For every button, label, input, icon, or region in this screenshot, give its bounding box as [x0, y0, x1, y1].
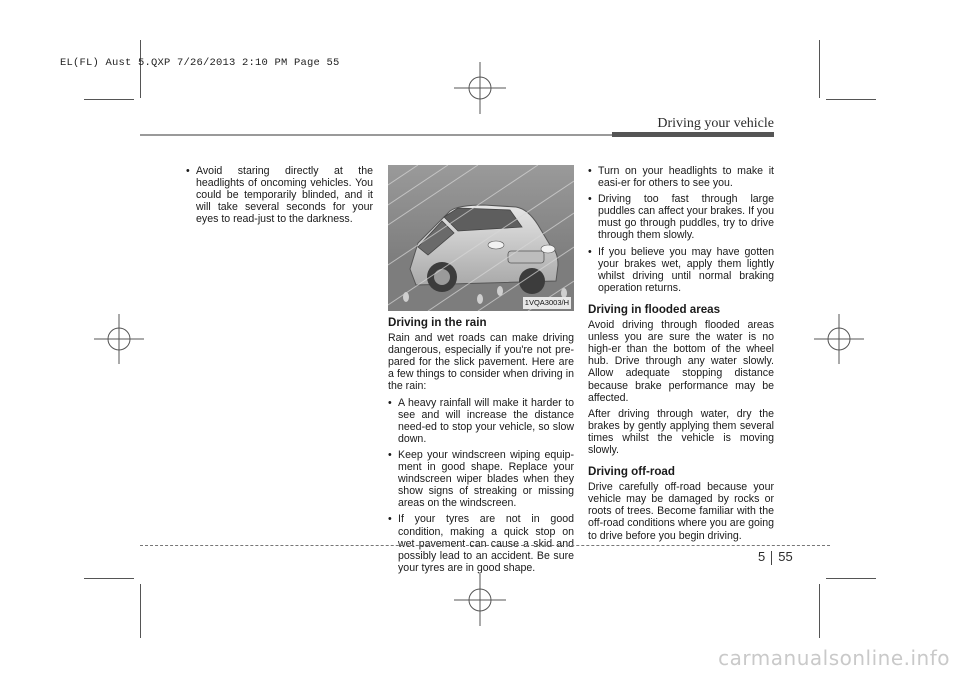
list-item: • Turn on your headlights to make it easi-er for others to see you.	[588, 165, 774, 189]
heading-driving-in-flooded-areas: Driving in flooded areas	[588, 302, 721, 316]
registration-mark-left	[94, 314, 144, 364]
page-number-separator	[771, 551, 772, 565]
paragraph: Rain and wet roads can make driving dangerous, especially if you're not pre-pared for the slick pavement. Here are a few things to consider when driving in the rain:	[388, 332, 574, 393]
column-left	[186, 165, 373, 229]
registration-mark-right	[814, 314, 864, 364]
header-rule-accent	[612, 132, 774, 137]
image-caption: 1VQA3003/H	[523, 297, 571, 309]
bullet-list	[588, 165, 774, 294]
heading-driving-in-rain: Driving in the rain	[388, 316, 487, 329]
crop-mark-bottom-right-v	[819, 584, 820, 638]
heading-driving-off-road: Driving off-road	[588, 465, 675, 479]
car-in-rain-image	[388, 165, 574, 311]
crop-mark-bottom-right-h	[826, 578, 876, 579]
list-item: • If you believe you may have gotten your brakes wet, apply them lightly whilst driving until normal braking operation returns.	[588, 246, 774, 294]
list-item: • A heavy rainfall will make it harder to see and will increase the distance need-ed to stop your vehicle, so slow down.	[388, 397, 574, 445]
footer-rule	[140, 545, 830, 546]
bullet-list	[186, 165, 373, 225]
paragraph: Drive carefully off-road because your vehicle may be damaged by rocks or roots of trees. Become familiar with the off-road conditions where you are going to drive before you begin driving.	[588, 481, 774, 542]
car-rain-illustration	[388, 165, 574, 311]
column-right	[588, 165, 774, 546]
crop-mark-top-right-v	[819, 40, 820, 98]
paragraph: Avoid driving through flooded areas unless you are sure the water is no high-er than the bottom of the wheel hub. Drive through any water slowly. Allow adequate stopping distance because brake performance may be affected.	[588, 319, 774, 404]
list-item: • Keep your windscreen wiping equip-ment in good shape. Replace your windscreen wiper blades when they show signs of streaking or missing areas on the windscreen.	[388, 449, 574, 509]
watermark: carmanualsonline.info	[718, 646, 950, 670]
registration-mark-bottom	[454, 574, 506, 626]
registration-mark-top	[454, 62, 506, 114]
page-number	[758, 549, 793, 565]
print-slug: EL(FL) Aust 5.QXP 7/26/2013 2:10 PM Page 55	[60, 57, 340, 69]
crop-mark-top-left-v	[140, 40, 141, 98]
crop-mark-bottom-left-h	[84, 578, 134, 579]
list-item: • Driving too fast through large puddles can affect your brakes. If you must go through puddles, try to drive through them slowly.	[588, 193, 774, 241]
list-item: • If your tyres are not in good condition, making a quick stop on wet pavement can cause a skid and possibly lead to an accident. Be sure your tyres are in good shape.	[388, 513, 574, 573]
crop-mark-bottom-left-v	[140, 584, 141, 638]
chapter-number: 5	[758, 549, 766, 564]
page-number-value: 55	[778, 549, 793, 564]
crop-mark-top-right-h	[826, 99, 876, 100]
list-item: • Avoid staring directly at the headlights of oncoming vehicles. You could be temporarily blinded, and it will take several seconds for your eyes to read-just to the darkness.	[186, 165, 373, 225]
column-middle	[388, 165, 574, 578]
section-title: Driving your vehicle	[657, 116, 774, 131]
paragraph: After driving through water, dry the brakes by gently applying them several times whilst the vehicle is moving slowly.	[588, 407, 774, 456]
bullet-list	[388, 397, 574, 574]
crop-mark-top-left-h	[84, 99, 134, 100]
